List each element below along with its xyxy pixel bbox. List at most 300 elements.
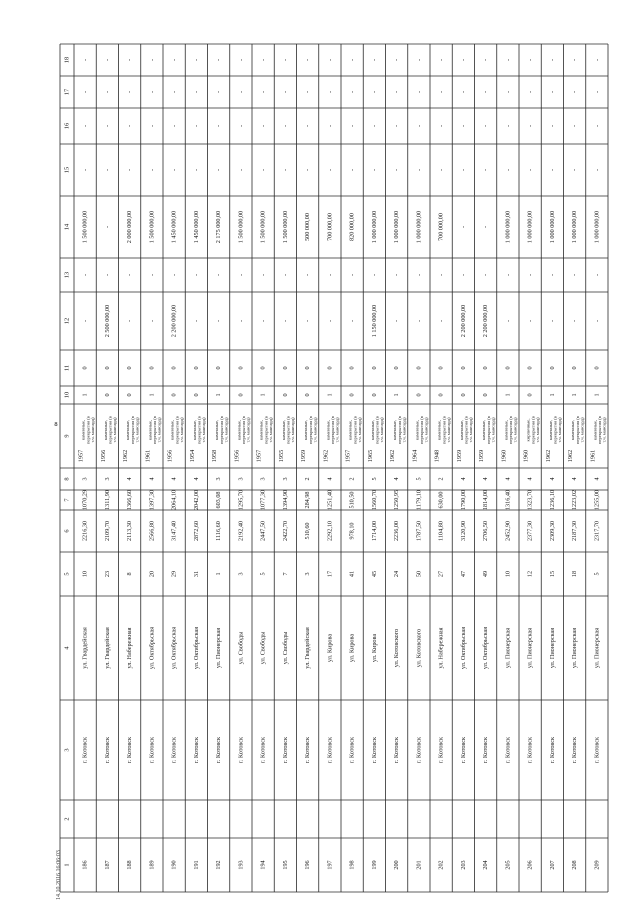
cell-wall-material: т.ч. мансард) — [223, 417, 229, 443]
cell-c14: - — [103, 225, 111, 229]
cell-no: 197 — [326, 860, 334, 870]
cell-c14: 1 500 000,00 — [148, 210, 156, 244]
cell-c17: - — [192, 90, 200, 94]
cell-wall-material: т.ч. мансард) — [89, 417, 95, 443]
cell-wall-material: каменные, — [191, 419, 197, 441]
cell-street: ул. Пионерская — [526, 627, 534, 669]
cell-c18: - — [215, 58, 223, 62]
cell-street: ул. Набережная — [126, 627, 134, 669]
cell-c14: 1 500 000,00 — [259, 210, 267, 244]
cell-year: 1962 — [322, 449, 330, 463]
cell-c16: - — [348, 124, 356, 128]
cell-street: ул. Свободы — [281, 631, 289, 665]
cell-c13: - — [237, 273, 245, 277]
cell-c16: - — [103, 124, 111, 128]
column-header-9: 9 — [63, 434, 71, 438]
cell-wall-material: каменные, — [147, 419, 153, 441]
cell-c10: 1 — [393, 393, 401, 397]
cell-year: 1960 — [500, 449, 508, 463]
cell-no: 205 — [504, 860, 512, 870]
cell-c11: 0 — [237, 366, 245, 370]
cell-city: г. Котовск — [482, 736, 490, 764]
cell-area-total: 2236,00 — [393, 520, 401, 542]
cell-wall-material: каменные, — [80, 419, 86, 441]
cell-c16: - — [326, 124, 334, 128]
cell-area-total: 2872,60 — [192, 520, 200, 542]
cell-c18: - — [103, 58, 111, 62]
cell-year: 1961 — [589, 449, 597, 463]
cell-wall-material: каменные, — [325, 419, 331, 441]
cell-area-living: 603,08 — [215, 491, 223, 509]
cell-house: 20 — [148, 570, 156, 578]
cell-floors: 3 — [237, 477, 245, 481]
cell-wall-material: перекрытия (в — [396, 416, 402, 444]
cell-c17: - — [304, 90, 312, 94]
cell-house: 18 — [571, 570, 579, 578]
cell-wall-material: перекрытия (в — [285, 416, 291, 444]
cell-c10: 0 — [459, 393, 467, 397]
cell-c17: - — [348, 90, 356, 94]
cell-wall-material: перекрытия (в — [263, 416, 269, 444]
cell-area-living: 1295,70 — [237, 489, 245, 511]
cell-area-living: 630,00 — [437, 491, 445, 509]
cell-c11: 0 — [593, 366, 601, 370]
cell-wall-material: перекрытия (в — [374, 416, 380, 444]
cell-street: ул. Гвардейская — [103, 627, 111, 669]
cell-year: 1959 — [300, 449, 308, 463]
cell-wall-material: т.ч. мансард) — [423, 417, 429, 443]
cell-no: 187 — [103, 860, 111, 870]
cell-wall-material: перекрытия (в — [241, 416, 247, 444]
column-header-8: 8 — [63, 477, 71, 481]
cell-c13: - — [504, 273, 512, 277]
cell-wall-material: перекрытия (в — [485, 416, 491, 444]
cell-house: 1 — [215, 572, 223, 576]
cell-c15: - — [192, 168, 200, 172]
cell-c12: - — [593, 319, 601, 323]
cell-area-total: 2452,90 — [504, 520, 512, 542]
cell-c17: - — [103, 90, 111, 94]
cell-wall-material: перекрытия (в — [508, 416, 514, 444]
cell-city: г. Котовск — [281, 736, 289, 764]
cell-c13: - — [126, 273, 134, 277]
cell-city: г. Котовск — [103, 736, 111, 764]
cell-house: 31 — [192, 570, 200, 578]
cell-wall-material: перекрытия (в — [574, 416, 580, 444]
cell-c17: - — [415, 90, 423, 94]
cell-house: 8 — [126, 572, 134, 576]
cell-c12: - — [393, 319, 401, 323]
cell-c10: 0 — [526, 393, 534, 397]
cell-street: ул. Октябрьская — [170, 626, 178, 670]
column-header-1: 1 — [63, 863, 71, 867]
cell-wall-material: т.ч. мансард) — [468, 417, 474, 443]
cell-street: ул. Пионерская — [571, 627, 579, 669]
cell-c17: - — [148, 90, 156, 94]
cell-c15: - — [437, 168, 445, 172]
cell-c18: - — [593, 58, 601, 62]
cell-floors: 2 — [304, 477, 312, 481]
cell-floors: 2 — [348, 477, 356, 481]
cell-wall-material: т.ч. мансард) — [490, 417, 496, 443]
cell-c12: - — [192, 319, 200, 323]
cell-year: 1964 — [411, 449, 419, 463]
cell-city: г. Котовск — [459, 736, 467, 764]
cell-c18: - — [81, 58, 89, 62]
cell-c13: - — [415, 273, 423, 277]
cell-c11: 0 — [571, 366, 579, 370]
cell-c16: - — [170, 124, 178, 128]
cell-area-total: 1714,00 — [370, 520, 378, 542]
cell-c15: - — [237, 168, 245, 172]
cell-house: 15 — [548, 570, 556, 578]
cell-c16: - — [393, 124, 401, 128]
cell-c12: - — [81, 319, 89, 323]
cell-c10: 0 — [281, 393, 289, 397]
cell-c10: 1 — [571, 393, 579, 397]
cell-area-living: 2064,10 — [170, 489, 178, 511]
cell-floors: 2 — [437, 477, 445, 481]
cell-no: 190 — [170, 860, 178, 870]
cell-c16: - — [459, 124, 467, 128]
cell-c18: - — [415, 58, 423, 62]
cell-street: ул. Пионерская — [548, 627, 556, 669]
cell-area-total: 2377,30 — [526, 520, 534, 542]
cell-house: 29 — [170, 570, 178, 578]
cell-wall-material: т.ч. мансард) — [312, 417, 318, 443]
cell-c14: 1 000 000,00 — [571, 210, 579, 244]
cell-wall-material: т.ч. мансард) — [201, 417, 207, 443]
cell-c16: - — [304, 124, 312, 128]
cell-c14: - — [459, 225, 467, 229]
cell-area-total: 2706,50 — [482, 520, 490, 542]
cell-c13: - — [348, 273, 356, 277]
cell-c16: - — [571, 124, 579, 128]
cell-c11: 0 — [192, 366, 200, 370]
cell-c13: - — [370, 273, 378, 277]
cell-c10: 1 — [259, 393, 267, 397]
cell-house: 5 — [259, 572, 267, 576]
cell-floors: 4 — [571, 477, 579, 481]
cell-street: ул. Кирова — [370, 633, 378, 663]
cell-c12: - — [437, 319, 445, 323]
cell-wall-material: перекрытия (в — [107, 416, 113, 444]
cell-house: 5 — [593, 572, 601, 576]
cell-area-living: 284,98 — [304, 491, 312, 509]
cell-street: ул. Набережная — [437, 627, 445, 669]
cell-c13: - — [192, 273, 200, 277]
cell-c16: - — [482, 124, 490, 128]
cell-c16: - — [215, 124, 223, 128]
cell-area-total: 2109,70 — [103, 520, 111, 542]
cell-wall-material: т.ч. мансард) — [290, 417, 296, 443]
cell-c15: - — [281, 168, 289, 172]
cell-house: 12 — [526, 570, 534, 578]
cell-c11: 0 — [103, 366, 111, 370]
cell-c14: 2 000 000,00 — [126, 210, 134, 244]
cell-c13: - — [281, 273, 289, 277]
cell-c16: - — [81, 124, 89, 128]
cell-c17: - — [259, 90, 267, 94]
cell-c13: - — [571, 273, 579, 277]
cell-c14: 2 175 000,00 — [215, 210, 223, 244]
cell-c18: - — [326, 58, 334, 62]
cell-c13: - — [81, 273, 89, 277]
cell-area-total: 1116,60 — [215, 521, 223, 541]
column-header-15: 15 — [63, 166, 71, 174]
cell-c15: - — [348, 168, 356, 172]
cell-wall-material: перекрытия (в — [196, 416, 202, 444]
cell-wall-material: перекрытия (в — [174, 416, 180, 444]
cell-c12: - — [259, 319, 267, 323]
cell-area-living: 1179,10 — [415, 490, 423, 510]
cell-street: ул. Пионерская — [215, 627, 223, 669]
cell-c16: - — [148, 124, 156, 128]
cell-area-total: 2422,70 — [281, 520, 289, 542]
cell-c16: - — [548, 124, 556, 128]
cell-no: 191 — [192, 860, 200, 870]
cell-c13: - — [215, 273, 223, 277]
cell-wall-material: перекрытия (в — [463, 416, 469, 444]
cell-floors: 4 — [459, 477, 467, 481]
cell-c15: - — [459, 168, 467, 172]
cell-city: г. Котовск — [148, 736, 156, 764]
cell-c12: - — [504, 319, 512, 323]
cell-c11: 0 — [148, 366, 156, 370]
cell-wall-material: перекрытия (в — [419, 416, 425, 444]
cell-wall-material: перекрытия (в — [307, 416, 313, 444]
cell-c13: - — [459, 273, 467, 277]
cell-c12: - — [126, 319, 134, 323]
cell-wall-material: каменные, — [414, 419, 420, 441]
cell-wall-material: каменные, — [280, 419, 286, 441]
cell-c12: - — [571, 319, 579, 323]
cell-c13: - — [593, 273, 601, 277]
cell-no: 200 — [393, 860, 401, 870]
cell-c10: 0 — [370, 393, 378, 397]
cell-wall-material: перекрытия (в — [530, 416, 536, 444]
cell-area-total: 510,60 — [304, 522, 312, 540]
cell-c18: - — [482, 58, 490, 62]
cell-area-total: 1787,50 — [415, 520, 423, 542]
cell-year: 1957 — [344, 449, 352, 463]
cell-city: г. Котовск — [393, 736, 401, 764]
cell-wall-material: каменные, — [125, 419, 131, 441]
cell-city: г. Котовск — [81, 736, 89, 764]
column-header-13: 13 — [63, 271, 71, 279]
cell-c10: 0 — [192, 393, 200, 397]
cell-city: г. Котовск — [370, 736, 378, 764]
cell-wall-material: т.ч. мансард) — [112, 417, 118, 443]
cell-street: ул. Кирова — [326, 633, 334, 663]
cell-c14: 1 450 000,00 — [192, 210, 200, 244]
cell-wall-material: каменные, — [436, 419, 442, 441]
cell-c18: - — [192, 58, 200, 62]
cell-wall-material: перекрытия (в — [352, 416, 358, 444]
cell-area-living: 1397,30 — [148, 489, 156, 511]
cell-no: 192 — [215, 860, 223, 870]
cell-area-living: 1366,60 — [126, 489, 134, 511]
cell-c11: 0 — [326, 366, 334, 370]
cell-c13: - — [304, 273, 312, 277]
cell-no: 198 — [348, 860, 356, 870]
cell-wall-material: т.ч. мансард) — [379, 417, 385, 443]
cell-floors: 4 — [126, 477, 134, 481]
cell-c18: - — [526, 58, 534, 62]
cell-c17: - — [237, 90, 245, 94]
cell-no: 208 — [571, 860, 579, 870]
cell-c10: 0 — [437, 393, 445, 397]
cell-c10: 0 — [348, 393, 356, 397]
cell-c11: 0 — [370, 366, 378, 370]
cell-floors: 3 — [281, 477, 289, 481]
cell-c12: - — [148, 319, 156, 323]
cell-c18: - — [459, 58, 467, 62]
cell-c15: - — [103, 168, 111, 172]
cell-c15: - — [482, 168, 490, 172]
cell-c10: 0 — [482, 393, 490, 397]
cell-wall-material: каменные, — [481, 419, 487, 441]
cell-c11: 0 — [504, 366, 512, 370]
cell-no: 199 — [370, 860, 378, 870]
cell-c14: 1 000 000,00 — [548, 210, 556, 244]
cell-c14: 1 000 000,00 — [593, 210, 601, 244]
cell-city: г. Котовск — [593, 736, 601, 764]
cell-c11: 0 — [281, 366, 289, 370]
cell-year: 1965 — [366, 449, 374, 463]
cell-house: 23 — [103, 570, 111, 578]
cell-year: 1962 — [544, 449, 552, 463]
cell-c14: - — [482, 225, 490, 229]
cell-c12: - — [526, 319, 534, 323]
cell-c11: 0 — [459, 366, 467, 370]
cell-floors: 3 — [215, 477, 223, 481]
cell-year: 1957 — [77, 449, 85, 463]
cell-street: ул. Октябрьская — [459, 626, 467, 670]
column-header-2: 2 — [63, 817, 71, 821]
cell-c13: - — [170, 273, 178, 277]
cell-wall-material: перекрытия (в — [129, 416, 135, 444]
cell-c16: - — [526, 124, 534, 128]
column-header-3: 3 — [63, 748, 71, 752]
cell-year: 1959 — [478, 449, 486, 463]
cell-floors: 3 — [259, 477, 267, 481]
cell-area-living: 1250,95 — [393, 489, 401, 511]
cell-wall-material: т.ч. мансард) — [134, 417, 140, 443]
cell-c17: - — [437, 90, 445, 94]
cell-street: ул. Свободы — [237, 631, 245, 665]
column-header-10: 10 — [63, 391, 71, 399]
cell-wall-material: каменные, — [258, 419, 264, 441]
cell-c17: - — [326, 90, 334, 94]
column-header-12: 12 — [63, 317, 71, 325]
cell-wall-material: т.ч. мансард) — [245, 417, 251, 443]
cell-wall-material: т.ч. мансард) — [601, 417, 607, 443]
cell-c14: 1 000 000,00 — [415, 210, 423, 244]
cell-c11: 0 — [526, 366, 534, 370]
cell-wall-material: каменные, — [458, 419, 464, 441]
cell-c12: - — [215, 319, 223, 323]
cell-c17: - — [526, 90, 534, 94]
cell-c14: 700 000,00 — [326, 213, 334, 241]
cell-city: г. Котовск — [348, 736, 356, 764]
cell-no: 204 — [482, 860, 490, 870]
cell-wall-material: т.ч. мансард) — [557, 417, 563, 443]
cell-c17: - — [281, 90, 289, 94]
cell-c10: 0 — [415, 393, 423, 397]
cell-floors: 4 — [192, 477, 200, 481]
cell-area-total: 2192,40 — [237, 520, 245, 542]
column-header-6: 6 — [63, 529, 71, 533]
cell-area-total: 2187,30 — [571, 520, 579, 542]
cell-c12: - — [237, 319, 245, 323]
cell-c12: - — [548, 319, 556, 323]
cell-house: 10 — [81, 570, 89, 578]
cell-area-living: 1077,30 — [259, 489, 267, 511]
cell-floors: 4 — [504, 477, 512, 481]
cell-area-total: 3147,40 — [170, 520, 178, 542]
cell-area-living: 1236,10 — [548, 489, 556, 511]
cell-floors: 4 — [548, 477, 556, 481]
cell-c12: - — [415, 319, 423, 323]
cell-street: ул. Октябрьская — [482, 626, 490, 670]
cell-c16: - — [370, 124, 378, 128]
cell-c18: - — [170, 58, 178, 62]
cell-c15: - — [148, 168, 156, 172]
cell-c15: - — [393, 168, 401, 172]
cell-year: 1954 — [188, 449, 196, 463]
cell-c18: - — [571, 58, 579, 62]
cell-c14: 1 500 000,00 — [237, 210, 245, 244]
cell-c14: 1 500 000,00 — [281, 210, 289, 244]
cell-c18: - — [548, 58, 556, 62]
cell-c11: 0 — [170, 366, 178, 370]
cell-wall-material: перекрытия (в — [597, 416, 603, 444]
cell-floors: 4 — [148, 477, 156, 481]
cell-city: г. Котовск — [304, 736, 312, 764]
cell-wall-material: т.ч. мансард) — [356, 417, 362, 443]
cell-wall-material: перекрытия (в — [330, 416, 336, 444]
cell-city: г. Котовск — [526, 736, 534, 764]
cell-c15: - — [526, 168, 534, 172]
cell-street: ул. Котовского — [415, 628, 423, 668]
cell-wall-material: перекрытия (в — [552, 416, 558, 444]
cell-no: 194 — [259, 860, 267, 870]
cell-c16: - — [192, 124, 200, 128]
column-header-5: 5 — [63, 572, 71, 576]
cell-year: 1957 — [255, 449, 263, 463]
cell-year: 1959 — [455, 449, 463, 463]
cell-wall-material: каменные, — [347, 419, 353, 441]
cell-c11: 0 — [482, 366, 490, 370]
cell-no: 193 — [237, 860, 245, 870]
cell-wall-material: т.ч. мансард) — [534, 417, 540, 443]
cell-area-total: 3120,90 — [459, 520, 467, 542]
cell-wall-material: т.ч. мансард) — [401, 417, 407, 443]
cell-wall-material: каменные, — [592, 419, 598, 441]
cell-c13: - — [259, 273, 267, 277]
cell-area-living: 1311,90 — [103, 490, 111, 510]
cell-area-living: 1070,29 — [81, 489, 89, 511]
cell-area-total: 2566,80 — [148, 520, 156, 542]
cell-no: 195 — [281, 860, 289, 870]
cell-c10: 0 — [103, 393, 111, 397]
cell-c10: 0 — [170, 393, 178, 397]
cell-area-living: 1223,02 — [571, 489, 579, 511]
cell-street: ул. Октябрьская — [148, 626, 156, 670]
cell-area-total: 2309,30 — [548, 520, 556, 542]
cell-c13: - — [326, 273, 334, 277]
